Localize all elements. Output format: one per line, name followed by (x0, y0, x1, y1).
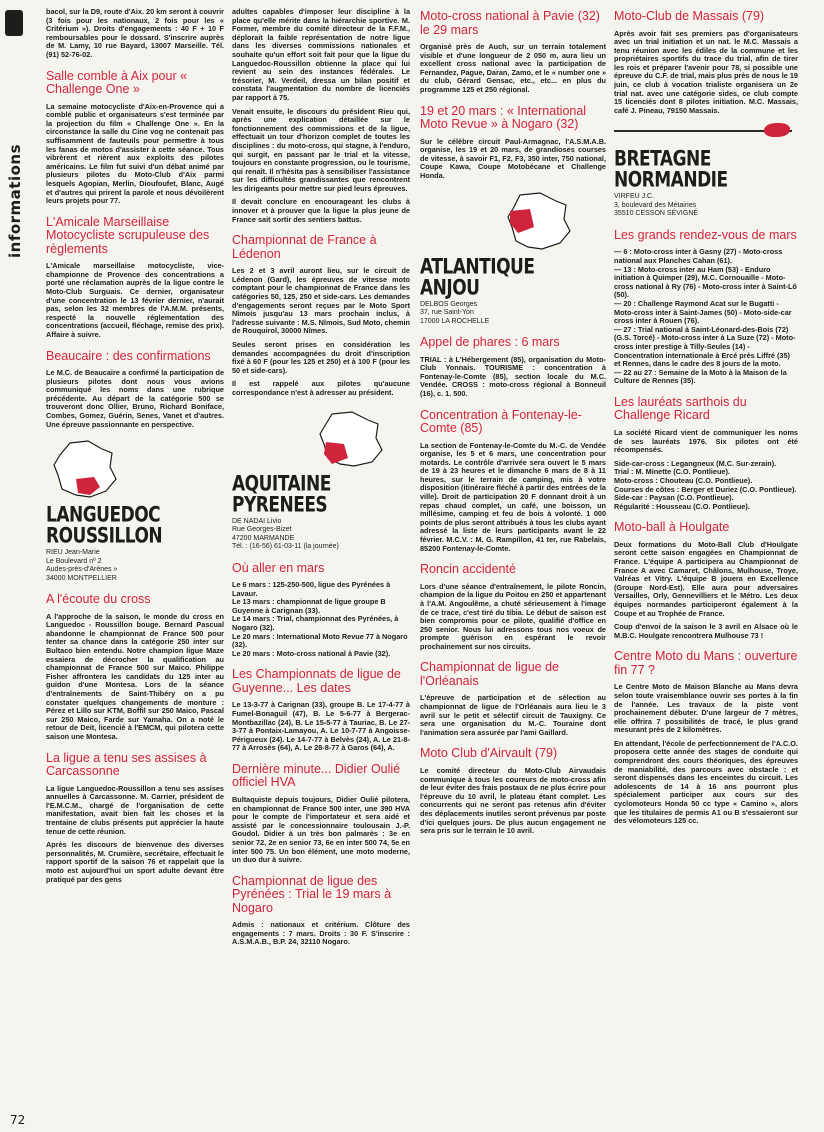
article-headline: Moto Club d'Airvault (79) (420, 746, 558, 761)
list-item: — 6 : Moto-cross inter à Gasny (27) - Moto-cross national aux Planches Cahan (61). (614, 247, 783, 266)
region-title: ATLANTIQUE ANJOU (420, 254, 535, 301)
region-block (232, 408, 410, 552)
article-body: Le comité directeur du Moto-Club Airvaudais communique à tous les coureurs de moto-cross afin de leur éviter des frais postaux de ne plus écrire pour l'épreuve du 10 avril, le plateau étant complet. Les concurrents qui ne seront pas retenus afin d'éviter des déplacements inutiles seront prévenus par poste d'ici quelques jours. De plus aucun engagement ne sera pris sur le terrain le 10 avril. (420, 765, 606, 836)
list-item: Courses de côtes : Berger et Duriez (C.O. Pontlieue). (614, 484, 797, 494)
list-item: Le 20 mars : International Moto Revue 77 à Nogaro (32). (232, 631, 408, 650)
region-title: AQUITAINE PYRENEES (232, 471, 331, 518)
list-item: Trial : M. Minette (C.O. Pontlieue). (614, 467, 730, 477)
article-body: Il est rappelé aux pilotes qu'aucune correspondance n'est à adresser au président. (232, 379, 410, 397)
list-item: — 22 au 27 : Semaine de la Moto à la Maison de la Culture de Rennes (35). (614, 367, 787, 386)
article-body: Admis : nationaux et critérium. Clôture des engagements : 7 mars. Droits : 30 F. S'inscrire : A.S.M.A.B., B.P. 24, 32110 Nogaro. (232, 920, 410, 947)
article-body: Deux formations du Moto-Ball Club d'Houlgate seront cette saison engagées en Championnat de France. L'équipe A participera au Championnat de France A avec Camaret, Châlons, Mulhouse, Troye, Valréas et Vitry. L'équipe B jouera en Excellence (Groupe Nord-Est). Elle aura pour adversaires Versailles, Orly, Gennevilliers et le Métro. Les deux équipes normandes participeront également à la Coupe et au Trophée de France. (614, 539, 798, 618)
list-item: Moto-cross : Chouteau (C.O. Pontlieue). (614, 475, 753, 485)
article-headline: Dernière minute... Didier Oulié officiel HVA (232, 761, 401, 790)
article-body: Après avoir fait ses premiers pas d'organisateurs avec un trial initiation et un nat. le M.C. Massais a tenu réunion avec les édiles de la commune et les propriétaires sportifs du trace du trial, afin de tirer les rois et préparer l'avenir pour 78, si possible une épreuve du C.F. de trial, mais plus près de nous le 19 juin, ce club à vocation trialiste organisera un 2e trial nat. avec une catégorie sides, ce club compte 15 licenciés dont 8 pilotes initiation. M.C. Massais, café J. Pineau, 79150 Massais. (614, 28, 798, 115)
list-item: Le 6 mars : 125-250-500, ligue des Pyrénées à Lavaur. (232, 580, 391, 598)
decorative-strip (614, 123, 798, 139)
column-4 (614, 8, 798, 1126)
decorative-shape (764, 123, 790, 137)
article-headline: La ligue a tenu ses assises à Carcassonne (46, 750, 207, 779)
article-body: adultes capables d'imposer leur discipline à la place qu'elle mérite dans la hiérarchie sportive. M. Former, membre du comité directeur de la F.F.M., déplorait la faible représentation de notre ligue dans les diverses commissions nationales et souhaite qu'un effort soit fait pour que la ligue du Languedoc-Roussillon obtienne la place qui lui revient au sein des instances fédérales. Le trésorier, M. Verdeil, dressa un bilan positif et constata l'augmentation du nombre de licenciés par rapport à 75. (232, 8, 410, 102)
article-body: Le Centre Moto de Maison Blanche au Mans devra selon toute vraisemblance ouvrir ses portes à la fin de l'année. Les travaux de la piste vont prochainement débuter. D'une largeur de 7 mètres, elle offrira 7 possibilités de tracé, le plus grand mesurant près de 2 kilomètres. (614, 682, 798, 735)
france-map-icon (420, 191, 606, 255)
article-headline: A l'écoute du cross (46, 592, 151, 607)
article-body: Le 13-3-77 à Carignan (33), groupe B. Le 17-4-77 à Fumel-Bonaguil (47), B. Le 5-6-77 à Bergerac-Montbazillac (24), B. Le 15-5-77 à Tauriac, B. Le 27-3-77 à Pontaix-Lamayou, A. Le 10-7-77 à Angoisse-Périgueux (24). Le 14-7-77 à Belvès (24), A. Le 21-8-77 à Arrosès (64), A. Le 28-8-77 à Garos (64), A. (232, 700, 410, 753)
sidebar (4, 10, 24, 260)
article-headline: Les lauréats sarthois du Challenge Ricard (614, 394, 747, 423)
region-contact: VIRFEU J.C. 3, boulevard des Métairies 35510 CESSON SÉVIGNÉ (614, 193, 699, 218)
award-list (614, 460, 798, 512)
region-title: BRETAGNE NORMANDIE (614, 146, 728, 194)
column-1 (46, 8, 224, 1126)
page-number: 72 (10, 1113, 26, 1127)
list-item: — 20 : Challenge Raymond Acat sur le Bugatti - Moto-cross inter à Saint-James (50) - Moto-side-car cross inter à Rouen (76). (614, 299, 792, 326)
article-headline: Championnat de France à Lédenon (232, 233, 377, 261)
article-headline: Les Championnats de ligue de Guyenne... Les dates (232, 667, 401, 695)
article-headline: Les grands rendez-vous de mars (614, 227, 797, 242)
article-headline: Moto-Club de Massais (79) (614, 9, 765, 23)
article-headline: Roncin accidenté (420, 562, 516, 577)
event-list (232, 581, 410, 658)
article-body: La ligue Languedoc-Roussillon a tenu ses assises annuelles à Carcassonne. M. Carrier, président de l'E.M.C.M., chargé de l'organisation de cette manifestation, avait bien fait les choses et la trentaine de clubs présents put apprécier la haute tenue de cette réunion. (46, 783, 224, 836)
region-block (614, 146, 798, 219)
article-body: La semaine motocycliste d'Aix-en-Provence qui a comblé public et organisateurs s'est terminée par la projection du film « Challenge One ». En la circonstance la salle du Cine vog ne contenait pas suffisamment de fauteuils pour permettre à tous les fanas de motos d'assister à cette séance. Tous vibrèrent et rièrent aux exploits des pilotes américains. Le film fut suivi d'un débat animé par plusieurs pilotes du Moto-Club d'Aix parmi lesquels Agopian, Merlin, Dioufoufet, Blanc, Augé et d'autres qui prirent la parole et nous dévoilèrent leurs projets pour 77. (46, 101, 224, 206)
list-item: — 27 : Trial national à Saint-Léonard-des-Bois (72) (G.S. Torcé) - Moto-cross inter à La Suze (72) - Moto-cross inter prestige à Tilly-Seules (14) - Concentration internationale à Ercé près Liffré (35) et Rennes, dans le cadre des 8 jours de la moto. (614, 324, 796, 369)
article-headline: Championnat de ligue des Pyrénées : Trial le 19 mars à Nogaro (232, 873, 392, 915)
article-body: L'Amicale marseillaise motocycliste, vice-championne de Provence des concentrations a porté une réclamation auprès de la ligue contre le Moto-Club Surguais. Ce dernier, organisateur d'une concentration le 13 février dernier, n'aurait pas, selon les 32 membres de l'A.M.M. présents, respecté la nouvelle réglementation des concentrations (accueil, fléchage, remise des prix). Affaire à suivre. (46, 261, 224, 339)
article-headline: Championnat de ligue de l'Orléanais (420, 660, 559, 688)
region-contact: DE NADAI Livio Rue Georges-Bizet 47200 MARMANDE Tél. : (16-56) 61-03-11 (la journée) (232, 517, 339, 551)
article-body: Sur le célèbre circuit Paul-Armagnac, l'A.S.M.A.B. organise, les 19 et 20 mars, de grandioses courses de vitesse, à savoir F1, F2, F3, 350 inter, 750 national, Coupe Kawa, Coupe Motobécane et Challenge Honda. (420, 136, 606, 180)
column-3 (420, 8, 606, 1126)
article-body: TRIAL : à L'Hébergement (85), organisation du Moto-Club Yonnais. TOURISME : concentration à Fontenay-le-Comte (85), section locale du M.C. Vendée. CROSS : moto-cross régional à Bonneuil (16), c. 1. 500. (420, 354, 606, 398)
article-headline: Concentration à Fontenay-le-Comte (85) (420, 407, 582, 435)
article-intro: bacol, sur la D9, route d'Aix. 20 km seront à couvrir (3 fois pour les nationaux, 2 fois pour les « Critérium »). Droits d'engagements : 40 F + 10 F remboursables pour le dossard. S'inscrire auprès de M. Lamy, 10 rue Bayard, 13007 Marseille. Tél. (91) 52-76-02. (46, 8, 224, 59)
article-headline: Moto-cross national à Pavie (32) le 29 mars (420, 9, 600, 37)
article-body: Seules seront prises en considération les demandes accompagnées du droit d'inscription fixé à 60 F (pour les 125 et 250) et à 100 F (pour les 50 et side-cars). (232, 340, 410, 375)
article-headline: Beaucaire : des confirmations (46, 348, 211, 363)
article-headline: Moto-ball à Houlgate (614, 520, 730, 535)
article-body: La société Ricard vient de communiquer les noms de ses lauréats 1976. Six pilotes ont été récompensés. (614, 427, 798, 455)
article-body: L'épreuve de participation et de sélection au championnat de ligue de l'Orléanais aura lieu le 3 avril sur le petit et sélectif circuit de Tauxigny. Ce sera une organisation du M.-C. Touraine dont l'animation sera assurée par l'ami Gaillard. (420, 693, 606, 737)
article-headline: 19 et 20 mars : « International Moto Revue » à Nogaro (32) (420, 103, 587, 132)
article-body: Venait ensuite, le discours du président Rieu qui, après une explication détaillée sur le fonctionnement des commissions et de la ligue, effectuait un tour d'horizon complet de toutes les disciplines : du moto-cross, qui stagne, à l'enduro, qui surgit, en passant par le trial et la vitesse, toujours en constante progression, ou le tourisme, qui renaît. Il n'hésita pas à sensibiliser l'assistance sur les difficultés grandissantes que rencontrent les dirigeants pour mettre sur pied leurs épreuves. (232, 106, 410, 193)
list-item: — 13 : Moto-cross inter au Ham (53) - Enduro initiation à Quimper (29), M.C. Cornouaille - Moto-cross national à Ry (76) - Moto-cross inter à Saint-Lô (50). (614, 264, 797, 300)
article-body: Le M.C. de Beaucaire a confirmé la participation de plusieurs pilotes dont nous vous avions communiqué les noms dans une rubrique précédente. Au départ de la catégorie 500 se trouveront donc Ollier, Bruno, Richard Boniface, Combes, Gomez, Guérin, Senes, Vanet et d'autres. Une épreuve passionnante en perspective. (46, 368, 224, 429)
list-item: Régularité : Housseau (C.O. Pontlieue). (614, 501, 750, 511)
article-body: Après les discours de bienvenue des diverses personnalités, M. Crumière, secrétaire, effectuait le rapport sportif de la saison 76 et rappelait que la moto est aujourd'hui un sport adulte devant être pratiqué par des gens (46, 840, 224, 884)
list-item: Le 13 mars : championnat de ligue groupe B Guyenne à Carignan (33). (232, 597, 386, 615)
region-title: LANGUEDOC ROUSSILLON (46, 502, 163, 549)
article-body: A l'approche de la saison, le monde du cross en Languedoc - Roussillon bouge. Bernard Pascual abandonne le championnat de France 500 pour tenter sa chance dans la catégorie 250 inter sur Bultaco bien entendu. Notre champion ligue Maze essaiera de décrocher la qualification au championnat de France 500 sur Maico. Philippe Fisher affrontera les candidats du 125 inter au guidon d'une Montesa. Lors de la séance d'entraînements de Saint-Thibéry on a pu constater quelques changements de monture : Pérez et Lillo sur KTM, Boffil sur 250 Maico, Pascal sur 250 Maico, Farde sur Yamaha. On a noté le retour de Deit, licencié à l'EMCM, qui pilotera cette saison une Montesa. (46, 611, 224, 741)
article-headline: Salle comble à Aix pour « Challenge One » (46, 68, 188, 97)
article-body: Coup d'envoi de la saison le 3 avril en Alsace où le M.B.C. Houlgate rencontrera Mulhouse 73 ! (614, 622, 798, 640)
article-body: La section de Fontenay-le-Comte du M.-C. de Vendée organise, les 5 et 6 mars, une concentration pour motards. Le contrôle d'arrivée sera ouvert le 5 mars de 19 à 23 heures et le dimanche 6 mars de 8 à 11 heures, sur le terrain de camping, mis à votre disposition (itinéraire fléché à partir des entrées de la ville). Droit de participation 20 F donnant droit à un repas chaud complet, un café, une boisson, un millésime, camping et feu de bois à volonté. 1 000 points de plus seront attribués à tous les clubs ayant adressé la liste de leurs participants avant le 22 février. M.C.V. : M. G. Rampillon, 41 ter, rue Rabelais, 85200 Fontenay-le-Comte. (420, 440, 606, 553)
section-logo-icon (5, 10, 23, 36)
france-map-icon (232, 408, 410, 472)
article-body: Organisé près de Auch, sur un terrain totalement visible et d'une longueur de 2 050 m, aura lieu un excellent cross national avec la participation de Fernandez, Pague, Daran, Zamo, et le « number one » du club, Gérard Gensac, etc., etc... en plus du programme 125 et 250 régional. (420, 42, 606, 94)
article-headline: L'Amicale Marseillaise Motocycliste scrupuleuse des règlements (46, 214, 210, 256)
list-item: Le 20 mars : Moto-cross national à Pavie (32). (232, 648, 391, 658)
article-body: Bultaquiste depuis toujours, Didier Oulié pilotera, en championnat de France 500 inter, une 390 HVA pour le compte de l'importateur et sera aidé et assisté par le concessionnaire toulousain J.-P. Goudol. Didier à un très bon palmarès : 3e en senior 72, 2e en senior 73, 6e en inter 500 74, 5e en inter 500 75. Un bon élément, une moto moderne, un duo dur à suivre. (232, 794, 410, 865)
list-item: Side-car-cross : Legangneux (M.C. Sur-zerain). (614, 458, 777, 468)
section-label: informations (6, 143, 24, 258)
region-block (46, 439, 224, 583)
event-list (614, 248, 798, 386)
article-body: Il devait conclure en encourageant les clubs à innover et à prouver que la ligue la plus jeune de France sait sortir des sentiers battus. (232, 197, 410, 224)
region-contact: RIEU Jean-Marie Le Boulevard nº 2 Audes-près-d'Arènes » 34000 MONTPELLIER (46, 549, 118, 582)
list-item: Le 14 mars : Trial, championnat des Pyrénées, à Nogaro (32). (232, 614, 399, 633)
list-item: Side-car : Paysan (C.O. Pontlieue). (614, 493, 734, 503)
region-contact: DELBOS Georges 37, rue Saint-Yon 17000 LA ROCHELLE (420, 300, 490, 325)
article-body: Lors d'une séance d'entraînement, le pilote Roncin, champion de la ligue du Poitou en 250 et appartenant à l'A.M. Angoulême, a chuté sérieusement à l'image de ce trace, c'est tiré du tibia. Le début de saison est bien compromis pour ce pilote, qualifié d'office en 250 senior. Nous lui adressons tous nos voeux de prompte guérison en espérant le revoir prochainement sur nos circuits. (420, 581, 606, 651)
article-body: Les 2 et 3 avril auront lieu, sur le circuit de Lédenon (Gard), les épreuves de vitesse moto comptant pour le championnat de France dans les catégories 50, 125, 250 et side-cars. Les demandes d'engagements seront reçues par le Moto Sport Nîmois jusqu'au 13 mars prochain inclus, à l'adresse suivante : M.S. Nîmois, Sud Moto, chemin de Rouquirol, 30000 Nîmes. (232, 266, 410, 336)
article-headline: Appel de phares : 6 mars (420, 335, 560, 350)
article-headline: Où aller en mars (232, 560, 325, 575)
column-2 (232, 8, 410, 1126)
france-map-icon (46, 439, 224, 503)
article-headline: Centre Moto du Mans : ouverture fin 77 ? (614, 649, 798, 677)
region-block (420, 191, 606, 327)
article-body: En attendant, l'école de perfectionnement de l'A.C.O. proposera cette année des stages de conduite qui comprendront des cours théoriques, des épreuves de maniabilité, des parcours avec obstacle : et seront dispensés dans les enceintes du circuit. Les adolescents de 14 à 16 ans pourront plus spécialement participer aux cours sur des cyclomoteurs Honda 50 cc type « Camino », alors que les titulaires de permis A1 ou B s'essaieront sur des vélomoteurs 125 cc. (614, 738, 798, 826)
